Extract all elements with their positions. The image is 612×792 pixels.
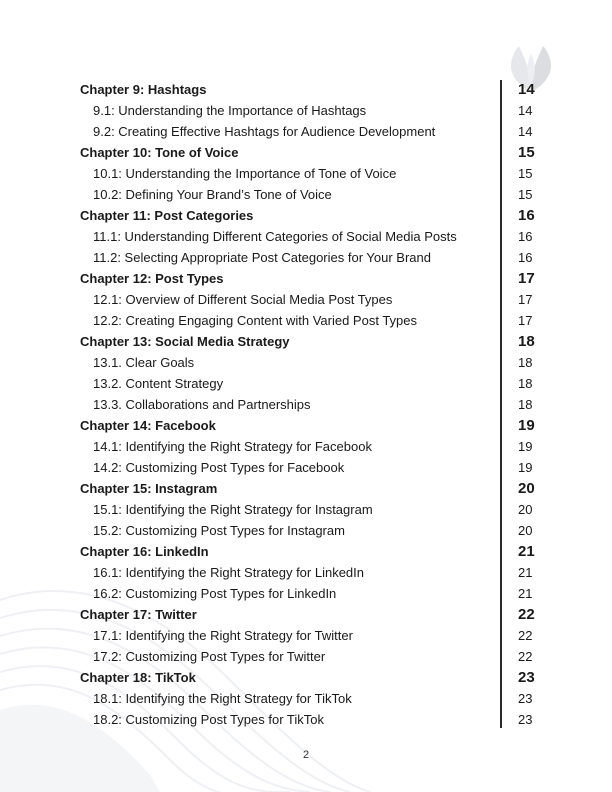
toc-section-entry bbox=[80, 184, 540, 205]
toc-section-entry bbox=[80, 394, 540, 415]
toc-section-entry bbox=[80, 499, 540, 520]
toc-page-number: 16 bbox=[518, 229, 533, 244]
chapter-title: Chapter 12: Post Types bbox=[80, 271, 224, 286]
toc-section-entry bbox=[80, 457, 540, 478]
section-title: 14.1: Identifying the Right Strategy for Facebook bbox=[93, 439, 372, 454]
toc-page-number: 19 bbox=[518, 439, 533, 454]
toc-page-number: 16 bbox=[518, 250, 533, 265]
toc-chapter-entry bbox=[80, 415, 540, 436]
toc-section-entry bbox=[80, 226, 540, 247]
toc-page-number: 21 bbox=[518, 565, 533, 580]
chapter-title: Chapter 13: Social Media Strategy bbox=[80, 334, 290, 349]
section-title: 10.1: Understanding the Importance of Tone of Voice bbox=[93, 166, 397, 181]
toc-page-number: 23 bbox=[518, 691, 533, 706]
chapter-title: Chapter 16: LinkedIn bbox=[80, 544, 209, 559]
toc-page-number: 15 bbox=[518, 144, 535, 161]
toc-chapter-entry bbox=[80, 541, 540, 562]
section-title: 15.1: Identifying the Right Strategy for Instagram bbox=[93, 502, 373, 517]
toc-page-number: 19 bbox=[518, 417, 535, 434]
section-title: 14.2: Customizing Post Types for Facebook bbox=[93, 460, 345, 475]
toc-page-number: 20 bbox=[518, 480, 535, 497]
toc-page-number: 19 bbox=[518, 460, 533, 475]
toc-page-number: 23 bbox=[518, 669, 535, 686]
toc-section-entry bbox=[80, 121, 540, 142]
section-title: 16.2: Customizing Post Types for LinkedIn bbox=[93, 586, 337, 601]
toc-page-number: 14 bbox=[518, 103, 533, 118]
toc-page-number: 22 bbox=[518, 649, 533, 664]
table-of-contents bbox=[80, 79, 540, 730]
toc-page-number: 14 bbox=[518, 124, 533, 139]
toc-section-entry bbox=[80, 352, 540, 373]
toc-page-number: 16 bbox=[518, 207, 535, 224]
toc-chapter-entry bbox=[80, 268, 540, 289]
toc-chapter-entry bbox=[80, 478, 540, 499]
section-title: 9.1: Understanding the Importance of Hashtags bbox=[93, 103, 367, 118]
toc-page-number: 18 bbox=[518, 376, 533, 391]
toc-chapter-entry bbox=[80, 331, 540, 352]
toc-section-entry bbox=[80, 688, 540, 709]
toc-chapter-entry bbox=[80, 667, 540, 688]
chapter-title: Chapter 14: Facebook bbox=[80, 418, 216, 433]
toc-page-number: 21 bbox=[518, 586, 533, 601]
chapter-title: Chapter 17: Twitter bbox=[80, 607, 197, 622]
toc-section-entry bbox=[80, 163, 540, 184]
toc-section-entry bbox=[80, 247, 540, 268]
section-title: 13.3. Collaborations and Partnerships bbox=[93, 397, 311, 412]
toc-section-entry bbox=[80, 289, 540, 310]
section-title: 12.1: Overview of Different Social Media Post Types bbox=[93, 292, 393, 307]
toc-page-number: 23 bbox=[518, 712, 533, 727]
section-title: 12.2: Creating Engaging Content with Varied Post Types bbox=[93, 313, 417, 328]
toc-page-number: 20 bbox=[518, 502, 533, 517]
toc-page-number: 15 bbox=[518, 187, 533, 202]
toc-section-entry bbox=[80, 100, 540, 121]
section-title: 13.1. Clear Goals bbox=[93, 355, 195, 370]
toc-chapter-entry bbox=[80, 142, 540, 163]
section-title: 15.2: Customizing Post Types for Instagram bbox=[93, 523, 345, 538]
section-title: 11.1: Understanding Different Categories of Social Media Posts bbox=[93, 229, 457, 244]
toc-page-number: 18 bbox=[518, 397, 533, 412]
toc-page-number: 18 bbox=[518, 355, 533, 370]
section-title: 9.2: Creating Effective Hashtags for Audience Development bbox=[93, 124, 436, 139]
section-title: 18.2: Customizing Post Types for TikTok bbox=[93, 712, 324, 727]
page-number: 2 bbox=[302, 749, 310, 761]
toc-chapter-entry bbox=[80, 205, 540, 226]
toc-page-number: 17 bbox=[518, 292, 533, 307]
section-title: 17.1: Identifying the Right Strategy for Twitter bbox=[93, 628, 353, 643]
toc-section-entry bbox=[80, 436, 540, 457]
chapter-title: Chapter 9: Hashtags bbox=[80, 82, 207, 97]
section-title: 13.2. Content Strategy bbox=[93, 376, 224, 391]
toc-section-entry bbox=[80, 709, 540, 730]
section-title: 16.1: Identifying the Right Strategy for LinkedIn bbox=[93, 565, 365, 580]
toc-page-number: 18 bbox=[518, 333, 535, 350]
toc-section-entry bbox=[80, 583, 540, 604]
toc-section-entry bbox=[80, 310, 540, 331]
chapter-title: Chapter 18: TikTok bbox=[80, 670, 196, 685]
toc-page-number: 22 bbox=[518, 606, 535, 623]
toc-page-number: 21 bbox=[518, 543, 535, 560]
toc-page-number: 15 bbox=[518, 166, 533, 181]
chapter-title: Chapter 10: Tone of Voice bbox=[80, 145, 239, 160]
chapter-title: Chapter 11: Post Categories bbox=[80, 208, 254, 223]
toc-section-entry bbox=[80, 562, 540, 583]
toc-section-entry bbox=[80, 373, 540, 394]
toc-page-number: 17 bbox=[518, 313, 533, 328]
section-title: 10.2: Defining Your Brand’s Tone of Voice bbox=[93, 187, 332, 202]
toc-chapter-entry bbox=[80, 79, 540, 100]
toc-page-number: 14 bbox=[518, 81, 535, 98]
section-title: 17.2: Customizing Post Types for Twitter bbox=[93, 649, 326, 664]
chapter-title: Chapter 15: Instagram bbox=[80, 481, 218, 496]
toc-section-entry bbox=[80, 625, 540, 646]
section-title: 18.1: Identifying the Right Strategy for TikTok bbox=[93, 691, 352, 706]
toc-section-entry bbox=[80, 520, 540, 541]
section-title: 11.2: Selecting Appropriate Post Categories for Your Brand bbox=[93, 250, 431, 265]
toc-page-number: 22 bbox=[518, 628, 533, 643]
toc-page-number: 20 bbox=[518, 523, 533, 538]
toc-chapter-entry bbox=[80, 604, 540, 625]
toc-page-number: 17 bbox=[518, 270, 535, 287]
toc-section-entry bbox=[80, 646, 540, 667]
